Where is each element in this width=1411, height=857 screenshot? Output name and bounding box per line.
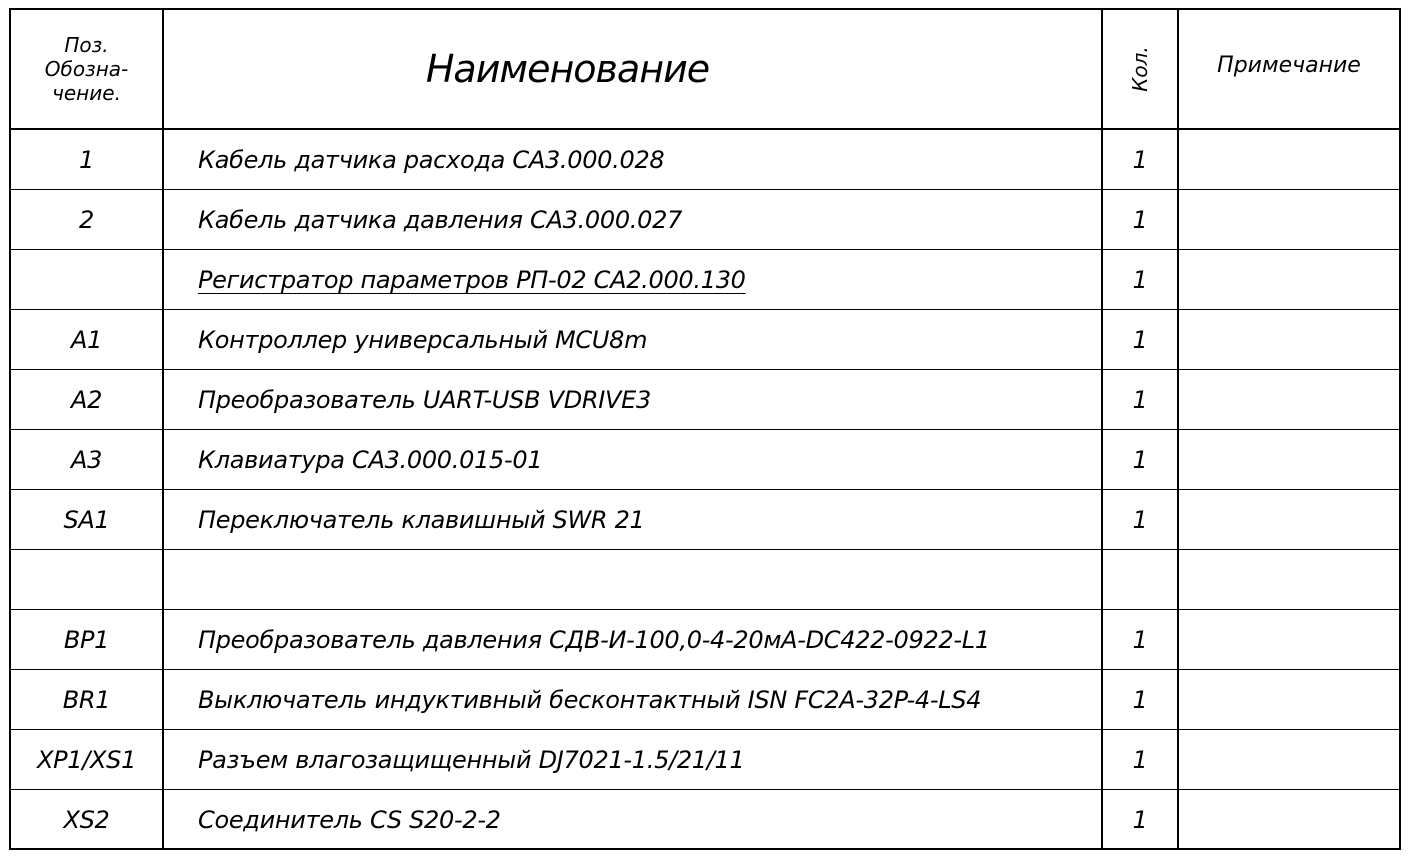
- table-row: [11, 730, 1399, 790]
- row-name: Клавиатура СА3.000.015-01: [198, 445, 543, 474]
- header-quantity: [1102, 10, 1178, 129]
- row-position-designation: BP1: [11, 610, 163, 670]
- row-position-designation: SA1: [11, 490, 163, 550]
- row-note: [1178, 490, 1399, 550]
- table-row: [11, 550, 1399, 610]
- row-quantity: 1: [1102, 430, 1178, 490]
- row-name-cell: [163, 490, 1102, 550]
- header-pos-line1: Поз.: [64, 33, 109, 57]
- row-quantity: 1: [1102, 610, 1178, 670]
- row-quantity: 1: [1102, 490, 1178, 550]
- specification-sheet: [9, 8, 1401, 850]
- row-note: [1178, 430, 1399, 490]
- row-note: [1178, 129, 1399, 190]
- row-note: [1178, 250, 1399, 310]
- row-position-designation: [11, 550, 163, 610]
- table-row: [11, 250, 1399, 310]
- table-row: [11, 670, 1399, 730]
- table-row: [11, 610, 1399, 670]
- row-name: Выключатель индуктивный бесконтактный ISN FC2A-32P-4-LS4: [198, 685, 982, 714]
- row-position-designation: А2: [11, 370, 163, 430]
- row-name-cell: [163, 730, 1102, 790]
- table-row: [11, 310, 1399, 370]
- row-name-cell: [163, 129, 1102, 190]
- row-name-cell: [163, 250, 1102, 310]
- row-position-designation: BR1: [11, 670, 163, 730]
- row-name: Разъем влагозащищенный DJ7021-1.5/21/11: [198, 745, 745, 774]
- row-quantity: 1: [1102, 250, 1178, 310]
- row-name-cell: [163, 370, 1102, 430]
- specification-table: [11, 10, 1399, 849]
- row-position-designation: [11, 250, 163, 310]
- header-name: Наименование: [163, 10, 1102, 129]
- row-name-cell: [163, 310, 1102, 370]
- table-row: [11, 129, 1399, 190]
- row-quantity: 1: [1102, 190, 1178, 250]
- table-row: [11, 790, 1399, 850]
- row-position-designation: А3: [11, 430, 163, 490]
- row-name: Контроллер универсальный MCU8m: [198, 325, 648, 354]
- row-quantity: 1: [1102, 670, 1178, 730]
- header-quantity-label: Кол.: [1128, 46, 1152, 92]
- row-quantity: 1: [1102, 730, 1178, 790]
- row-quantity: 1: [1102, 129, 1178, 190]
- row-name: Переключатель клавишный SWR 21: [198, 505, 645, 534]
- row-name: Преобразователь UART-USB VDRIVE3: [198, 385, 651, 414]
- row-note: [1178, 730, 1399, 790]
- row-name-cell: [163, 550, 1102, 610]
- row-quantity: 1: [1102, 310, 1178, 370]
- row-name-cell: [163, 670, 1102, 730]
- table-row: [11, 370, 1399, 430]
- row-note: [1178, 550, 1399, 610]
- row-position-designation: XS2: [11, 790, 163, 850]
- row-note: [1178, 310, 1399, 370]
- row-name-cell: [163, 610, 1102, 670]
- header-position-designation: [11, 10, 163, 129]
- row-quantity: 1: [1102, 370, 1178, 430]
- row-name: Соединитель CS S20-2-2: [198, 805, 501, 834]
- row-position-designation: 1: [11, 129, 163, 190]
- row-note: [1178, 370, 1399, 430]
- table-row: [11, 190, 1399, 250]
- row-quantity: 1: [1102, 790, 1178, 850]
- row-note: [1178, 670, 1399, 730]
- row-name-cell: [163, 430, 1102, 490]
- row-note: [1178, 610, 1399, 670]
- specification-body: [11, 129, 1399, 849]
- table-header-row: [11, 10, 1399, 129]
- header-pos-line2: Обозна-: [44, 57, 129, 81]
- table-row: [11, 490, 1399, 550]
- row-name-cell: [163, 790, 1102, 850]
- row-name: Кабель датчика расхода СА3.000.028: [198, 145, 665, 174]
- row-name: Преобразователь давления СДВ-И-100,0-4-20мА-DC422-0922-L1: [198, 625, 990, 654]
- row-note: [1178, 190, 1399, 250]
- row-position-designation: XP1/XS1: [11, 730, 163, 790]
- row-name: Регистратор параметров РП-02 СА2.000.130: [198, 265, 746, 294]
- row-position-designation: А1: [11, 310, 163, 370]
- header-pos-line3: чение.: [52, 81, 121, 105]
- row-quantity: [1102, 550, 1178, 610]
- row-name: Кабель датчика давления СА3.000.027: [198, 205, 683, 234]
- table-row: [11, 430, 1399, 490]
- row-note: [1178, 790, 1399, 850]
- row-position-designation: 2: [11, 190, 163, 250]
- row-name-cell: [163, 190, 1102, 250]
- header-note: Примечание: [1178, 10, 1399, 129]
